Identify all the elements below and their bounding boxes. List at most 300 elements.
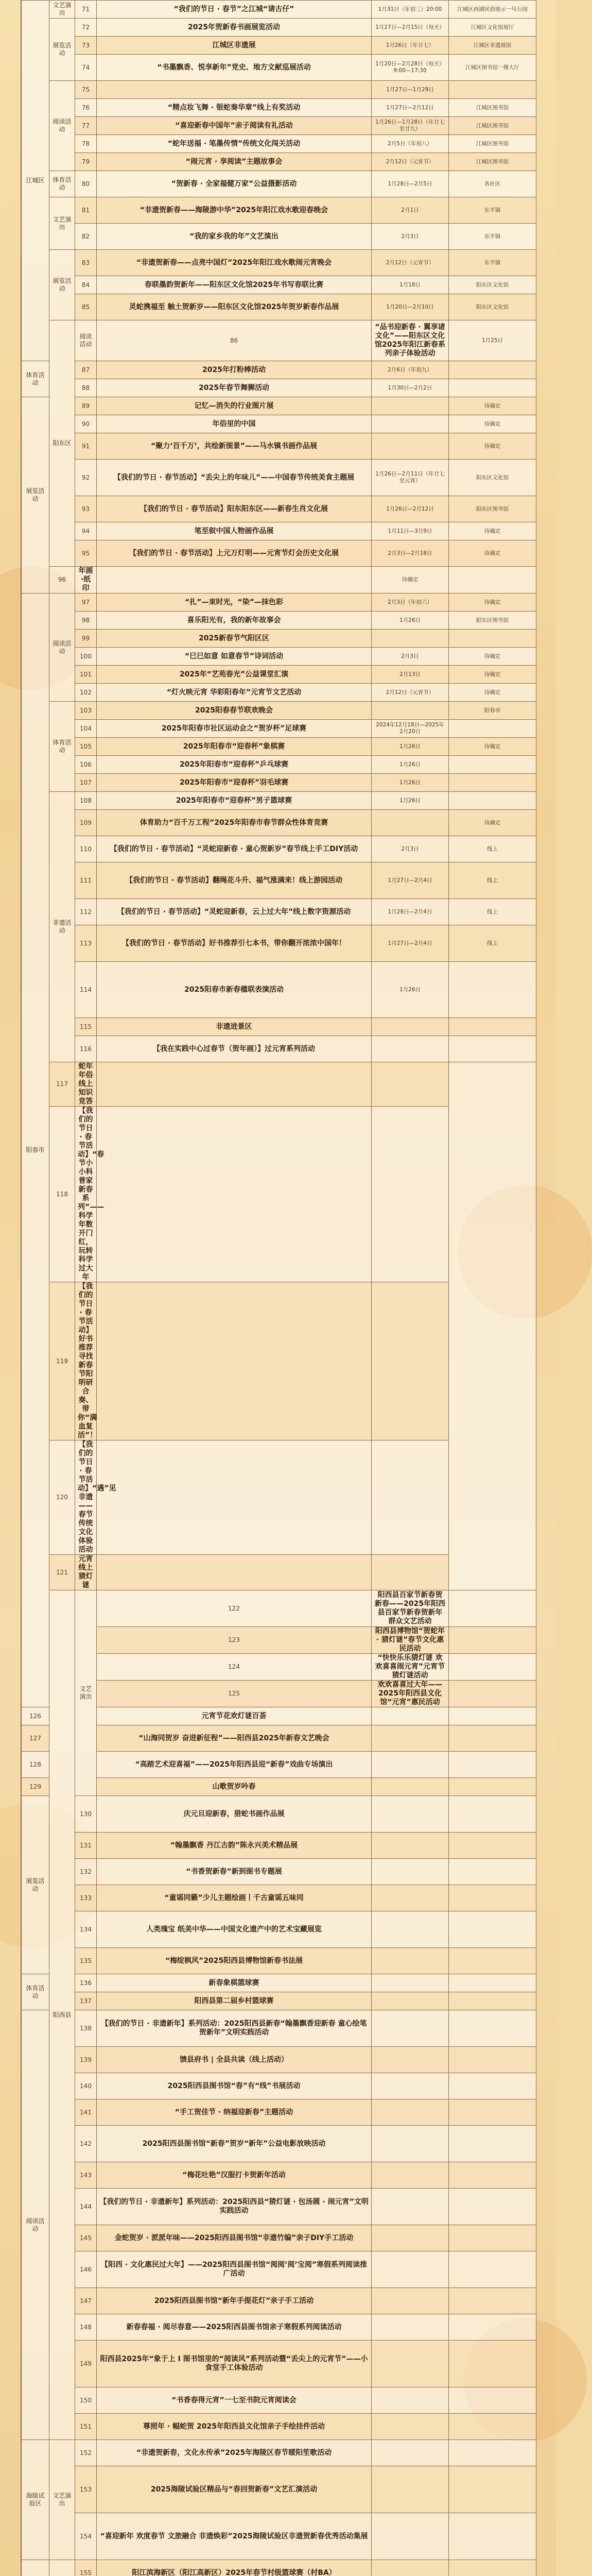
row-number: 98: [75, 612, 97, 630]
table-row: [22, 117, 536, 135]
activity-name: 【我在实践中心过春节（贺年画）】过元宵系列活动: [97, 1036, 372, 1062]
table-row: [22, 1796, 536, 1833]
activity-time: 2月1日: [372, 197, 449, 224]
activity-venue: [449, 1974, 536, 1992]
row-number: 143: [75, 2162, 97, 2189]
activity-time: [372, 2341, 449, 2387]
activity-venue: 东平镇: [449, 250, 536, 276]
activity-name: 【我们的节日 · 春节活动】“遇”见非遗——春节传统文化体验活动: [75, 1440, 97, 1555]
region-cell: 阳西县: [49, 1590, 75, 2440]
activity-name: 2025年阳春市社区运动会之“贺岁杯”足球赛: [97, 720, 372, 738]
activity-venue: 阳东区文化馆: [449, 460, 536, 496]
table-row: [22, 2288, 536, 2314]
activity-time: [372, 415, 449, 433]
activity-name: 2025阳西县图书馆“新春”贺岁“新年”公益电影放映活动: [97, 2126, 372, 2162]
activity-time: [97, 567, 372, 594]
activity-time: [372, 2225, 449, 2251]
activity-venue: 线上: [449, 899, 536, 925]
activity-time: [372, 1859, 449, 1885]
activity-venue: [449, 379, 536, 397]
row-number: 78: [75, 135, 97, 153]
activity-name: “蛇年送福 · 笔墨传情”传统文化闯关活动: [97, 135, 372, 153]
row-number: 102: [75, 684, 97, 702]
activity-name: 蛇年年俗线上知识竞答: [75, 1062, 97, 1107]
row-number: 86: [97, 320, 372, 361]
activity-venue: [449, 2341, 536, 2387]
row-number: 154: [75, 2513, 97, 2560]
activity-time: 1月27日—2月4日: [372, 862, 449, 899]
table-row: [22, 224, 536, 250]
row-number: 141: [75, 2099, 97, 2126]
category-cell: 展览活动: [22, 397, 49, 594]
activity-time: 1月27日—2月4日: [372, 925, 449, 962]
activity-time: [372, 1725, 449, 1752]
row-number: 121: [49, 1555, 75, 1590]
table-row: [22, 2073, 536, 2099]
activity-name: 阳江滨海新区（阳江高新区）2025年春节村级篮球赛（村BA）: [97, 2560, 372, 2576]
activity-name: “快快乐乐猜灯谜 欢欢喜喜闹元宵”元宵节猜灯谜活动: [372, 1654, 449, 1681]
row-number: 111: [75, 862, 97, 899]
activity-time: [97, 1555, 372, 1590]
activity-venue: 东平镇: [449, 197, 536, 224]
activity-name: 2025年春节舞狮活动: [97, 379, 372, 397]
activity-name: 【我们的节日 · 春节活动】“灵蛇迎新春 · 童心贺新岁”春节线上手工DIY活动: [97, 836, 372, 862]
activity-time: 1月26日: [372, 612, 449, 630]
activity-time: [372, 2314, 449, 2341]
table-row: [22, 1752, 536, 1778]
activity-venue: [449, 2162, 536, 2189]
activity-time: [372, 2010, 449, 2047]
row-number: 76: [75, 99, 97, 117]
table-row: [22, 756, 536, 774]
activity-name: “灯火映元宵 华彩阳春年”元宵节文艺活动: [97, 684, 372, 702]
table-row: [22, 1107, 536, 1282]
activity-venue: 待确定: [449, 684, 536, 702]
activity-name: 2025阳西县图书馆“新年手提花灯”亲子手工活动: [97, 2288, 372, 2314]
table-row: [22, 2251, 536, 2288]
activity-venue: [449, 2288, 536, 2314]
row-number: 79: [75, 153, 97, 171]
row-number: 73: [75, 37, 97, 55]
table-row: [22, 1974, 536, 1992]
activity-venue: [449, 2225, 536, 2251]
activity-time: [372, 1974, 449, 1992]
activity-name: 欢欢喜喜过大年——2025年阳西县文化馆“元宵”惠民活动: [372, 1681, 449, 1707]
activity-venue: 各社区: [449, 171, 536, 197]
activity-venue: 待确定: [449, 648, 536, 666]
category-cell: 体育活动: [22, 361, 49, 397]
row-number: 138: [75, 2010, 97, 2047]
row-number: 124: [97, 1654, 372, 1681]
row-number: 75: [75, 81, 97, 99]
activity-venue: [449, 2387, 536, 2414]
activity-name: 元宵节花欢灯谜百荟: [97, 1707, 372, 1725]
category-cell: 体育活动: [22, 1974, 49, 2010]
row-number: 74: [75, 55, 97, 81]
row-number: 106: [75, 756, 97, 774]
activity-time: [372, 1833, 449, 1859]
row-number: 90: [75, 415, 97, 433]
table-row: [22, 1036, 536, 1062]
table-row: [22, 1440, 536, 1555]
row-number: 150: [75, 2387, 97, 2414]
row-number: 131: [75, 1833, 97, 1859]
row-number: 134: [75, 1911, 97, 1948]
activity-name: “品书迎新春 · 翼享诸文化”——阳东区文化馆2025年阳江新春系列亲子体验活动: [372, 320, 449, 361]
row-number: 126: [22, 1707, 49, 1725]
activity-name: 【我们的节日 · 非遗新年】系列活动：2025阳西县“猜灯谜 · 包汤圆 · 闹元宵”文明实践活动: [97, 2189, 372, 2225]
category-cell: 文艺演出: [49, 197, 75, 250]
row-number: 130: [75, 1796, 97, 1833]
activity-time: [372, 1752, 449, 1778]
activity-time: 2月3日（年初六）: [372, 594, 449, 612]
row-number: 77: [75, 117, 97, 135]
category-cell: 体育活动: [49, 171, 75, 197]
activity-time: 1月26日—2月11日（年廿七至元宵）: [372, 460, 449, 496]
row-number: 95: [75, 540, 97, 567]
row-number: 117: [49, 1062, 75, 1107]
activity-venue: [449, 1752, 536, 1778]
activity-venue: [449, 1725, 536, 1752]
activity-name: 江城区非遗展: [97, 37, 372, 55]
row-number: 108: [75, 792, 97, 810]
row-number: 137: [75, 1992, 97, 2010]
row-number: 116: [75, 1036, 97, 1062]
activity-time: [372, 433, 449, 460]
activity-name: 2025阳春市新春楹联表演活动: [97, 962, 372, 1018]
activity-time: [372, 397, 449, 415]
table-row: [22, 153, 536, 171]
activity-time: 1月26日—2月12日: [372, 496, 449, 522]
row-number: 149: [75, 2341, 97, 2387]
table-row: [22, 666, 536, 684]
row-number: 92: [75, 460, 97, 496]
row-number: 100: [75, 648, 97, 666]
activity-time: [372, 2414, 449, 2440]
activity-time: [372, 1796, 449, 1833]
table-row: [22, 397, 536, 415]
activity-table: [21, 0, 536, 2576]
activity-venue: 待确定: [449, 540, 536, 567]
activity-venue: 待确定: [449, 738, 536, 756]
activity-venue: 阳春市: [449, 702, 536, 720]
activity-name: 新春春福 · 阅尽春意——2025阳西县图书馆亲子寒假系列阅读活动: [97, 2314, 372, 2341]
table-row: [22, 361, 536, 379]
row-number: 101: [75, 666, 97, 684]
activity-venue: [372, 1282, 449, 1440]
activity-time: [97, 1282, 372, 1440]
row-number: 85: [75, 294, 97, 320]
activity-name: “我的家乡我的年”文艺演出: [97, 224, 372, 250]
category-cell: 非遗活动: [49, 792, 75, 1062]
table-row: [22, 135, 536, 153]
row-number: 140: [75, 2073, 97, 2099]
activity-time: 1月25日: [449, 320, 536, 361]
row-number: 112: [75, 899, 97, 925]
activity-name: “贺新春 · 全家福健万家”公益摄影活动: [97, 171, 372, 197]
activity-time: 2月3日: [372, 648, 449, 666]
row-number: 97: [75, 594, 97, 612]
table-row: [22, 197, 536, 224]
activity-time: 2月3日—2月18日: [372, 540, 449, 567]
row-number: 144: [75, 2189, 97, 2225]
activity-name: “闹元宵 · 享阅读”主题故事会: [97, 153, 372, 171]
row-number: 115: [75, 1018, 97, 1036]
activity-name: 笔至叙中国人物画作品展: [97, 522, 372, 540]
activity-name: 庆元旦迎新春，猎蛇书画作品展: [97, 1796, 372, 1833]
activity-name: “手工贺佳节 · 纳福迎新春”主题活动: [97, 2099, 372, 2126]
activity-venue: 江城区非遗展馆: [449, 37, 536, 55]
activity-venue: [449, 1707, 536, 1725]
activity-venue: [449, 2440, 536, 2466]
table-row: [22, 594, 536, 612]
activity-venue: [449, 81, 536, 99]
activity-name: 2025年阳春市“迎春杯”男子篮球赛: [97, 792, 372, 810]
activity-venue: [449, 756, 536, 774]
activity-table-wrapper: [21, 0, 536, 2576]
table-row: [22, 2440, 536, 2466]
activity-name: “梅绽枫风”2025阳西县博物馆新春书法展: [97, 1948, 372, 1974]
region-cell: [22, 2560, 49, 2576]
category-cell: 文艺演出: [49, 1, 75, 19]
activity-venue: [372, 1555, 449, 1590]
row-number: 94: [75, 522, 97, 540]
activity-name: “非遗贺新春——海陵游中华”2025年阳江戏水歌迎春晚会: [97, 197, 372, 224]
row-number: 135: [75, 1948, 97, 1974]
table-row: [22, 720, 536, 738]
table-row: [22, 1555, 536, 1590]
activity-time: [372, 1992, 449, 2010]
activity-time: 2月12日（元宵节）: [372, 684, 449, 702]
activity-time: [372, 2073, 449, 2099]
activity-venue: 线上: [449, 862, 536, 899]
activity-name: 2025年“艺苑春光”公益课堂汇演: [97, 666, 372, 684]
activity-time: 1月27日—2月12日: [372, 99, 449, 117]
activity-name: 【我们的节日 · 春节活动】“春节小小科普家新春系列”——科学年数开门红，玩转科学过大年: [75, 1107, 97, 1282]
activity-venue: [449, 962, 536, 1018]
activity-name: “喜迎新年 欢度春节 文旅融合 非遗焕彩”2025海陵试验区非遗贺新春优秀活动集展: [97, 2513, 372, 2560]
activity-time: [372, 1036, 449, 1062]
activity-time: [372, 1911, 449, 1948]
activity-name: “非遗贺新春，文化永传承”2025年海陵区春节暖阳笙歌活动: [97, 2440, 372, 2466]
row-number: 148: [75, 2314, 97, 2341]
table-row: [22, 862, 536, 899]
table-row: [22, 55, 536, 81]
activity-venue: 阳东区图书馆: [449, 496, 536, 522]
row-number: 71: [75, 1, 97, 19]
table-row: [22, 2560, 536, 2576]
activity-time: 1月18日: [372, 276, 449, 294]
row-number: 129: [22, 1778, 49, 1796]
activity-venue: 线上: [449, 925, 536, 962]
activity-venue: [372, 1440, 449, 1555]
row-number: 155: [75, 2560, 97, 2576]
activity-time: 2月12日（元宵节）: [372, 153, 449, 171]
activity-name: 2025阳西县图书馆“春”有“线”书展活动: [97, 2073, 372, 2099]
table-row: [22, 2099, 536, 2126]
activity-venue: 东平镇: [449, 224, 536, 250]
row-number: 127: [22, 1725, 49, 1752]
row-number: 114: [75, 962, 97, 1018]
activity-time: [372, 1948, 449, 1974]
row-number: 118: [49, 1107, 75, 1282]
activity-time: 1月11日—3月9日: [372, 522, 449, 540]
row-number: 84: [75, 276, 97, 294]
table-row: [22, 1654, 536, 1681]
activity-time: [372, 2251, 449, 2288]
table-row: [22, 1992, 536, 2010]
table-row: [22, 1725, 536, 1752]
activity-name: 2025新春节气阳区区: [97, 630, 372, 648]
region-cell: 海陵试验区: [22, 2440, 49, 2560]
activity-name: “童谣同籁”少儿主题绘画丨千古童谣五味同: [97, 1885, 372, 1911]
activity-name: 2025阳春春节联欢晚会: [97, 702, 372, 720]
activity-venue: 线上: [449, 836, 536, 862]
activity-name: 年画·纸印: [75, 567, 97, 594]
activity-time: [449, 1681, 536, 1707]
row-number: 88: [75, 379, 97, 397]
category-cell: 展览活动: [49, 250, 75, 320]
activity-venue: 阳东区文化馆: [449, 276, 536, 294]
activity-venue: [449, 2560, 536, 2576]
activity-time: 2月3日: [372, 224, 449, 250]
row-number: 153: [75, 2466, 97, 2513]
row-number: 147: [75, 2288, 97, 2314]
activity-time: [372, 1885, 449, 1911]
row-number: 152: [75, 2440, 97, 2466]
table-row: [22, 1590, 536, 1627]
table-row: [22, 1681, 536, 1707]
table-row: [22, 2225, 536, 2251]
category-cell: 阅读活动: [75, 320, 97, 361]
activity-name: “翰墨飘香 丹江古韵”陈永兴美术精品展: [97, 1833, 372, 1859]
activity-name: “山海同贺岁 奋进新征程”——阳西县2025年新春文艺晚会: [97, 1725, 372, 1752]
category-cell: 阅读活动: [22, 2010, 49, 2440]
activity-name: 2025年阳春市“迎春杯”象棋赛: [97, 738, 372, 756]
category-cell: 文艺演出: [49, 2440, 75, 2560]
table-row: [22, 1018, 536, 1036]
table-row: [22, 2010, 536, 2047]
activity-name: “书香春得元宵”一七至书院元宵阅读会: [97, 2387, 372, 2414]
activity-venue: [449, 774, 536, 792]
table-row: [22, 294, 536, 320]
activity-time: 1月27日—1月29日: [372, 81, 449, 99]
table-row: [22, 630, 536, 648]
table-row: [22, 1859, 536, 1885]
row-number: 96: [49, 567, 75, 594]
activity-name: “巳巳如意 如意春节”诗词活动: [97, 648, 372, 666]
table-row: [22, 320, 536, 361]
activity-name: 记忆—消失的行业图片展: [97, 397, 372, 415]
table-row: [22, 702, 536, 720]
activity-name: 灵蛇携福至 触土贺新岁——阳东区文化馆2025年贺岁新春作品展: [97, 294, 372, 320]
table-row: [22, 276, 536, 294]
activity-name: 【我们的节日 · 春节活动】上元万灯明——元宵节灯会历史文化展: [97, 540, 372, 567]
activity-name: 阳西县博物馆“贺蛇年 · 猜灯谜”春节文化惠民活动: [372, 1627, 449, 1654]
activity-name: “我们的节日 · 春节”之江城“请古仔”: [97, 1, 372, 19]
table-row: [22, 612, 536, 630]
table-row: [22, 567, 536, 594]
activity-name: “书香贺新春”新到图书专题展: [97, 1859, 372, 1885]
table-row: [22, 1885, 536, 1911]
activity-venue: 阳东区图书馆: [449, 612, 536, 630]
activity-name: 喜乐阳光有，我的新年故事会: [97, 612, 372, 630]
activity-name: 阳西县2025年“象于上 I 图书馆里的“阅读风”系列活动暨“丢尖上的元宵节”——小食堂手工体验活动: [97, 2341, 372, 2387]
row-number: 132: [75, 1859, 97, 1885]
row-number: 82: [75, 224, 97, 250]
activity-venue: 江城区图书馆: [449, 135, 536, 153]
table-row: [22, 460, 536, 496]
row-number: 104: [75, 720, 97, 738]
activity-name: “喜迎新春中国年”亲子阅读有礼活动: [97, 117, 372, 135]
activity-name: “高踏艺术迎喜福”——2025年阳西县迎“新春”戏曲专场演出: [97, 1752, 372, 1778]
activity-time: [97, 1062, 372, 1107]
activity-venue: [449, 1859, 536, 1885]
activity-venue: [449, 2099, 536, 2126]
activity-time: [372, 2288, 449, 2314]
table-row: [22, 1627, 536, 1654]
table-row: [22, 1911, 536, 1948]
row-number: 139: [75, 2047, 97, 2073]
activity-venue: [449, 720, 536, 738]
activity-time: 1月20日—2月28日（每天）9:00—17:30: [372, 55, 449, 81]
region-cell: 阳东区: [49, 320, 75, 567]
table-row: [22, 37, 536, 55]
activity-time: 1月26日: [372, 962, 449, 1018]
activity-time: 2月12日（元宵节）: [372, 250, 449, 276]
activity-venue: 江城区文化馆展厅: [449, 19, 536, 37]
table-row: [22, 684, 536, 702]
activity-venue: [449, 2126, 536, 2162]
activity-name: 体育助力“百千万工程”2025年阳春市春节群众性体育竞赛: [97, 810, 372, 836]
activity-name: 尊照年 · 幅蛇贺 2025年阳西县文化馆亲子手绘挂件活动: [97, 2414, 372, 2440]
row-number: 133: [75, 1885, 97, 1911]
activity-venue: 江城区西湖民俗展示一号公园: [449, 1, 536, 19]
category-cell: 阅读活动: [49, 81, 75, 171]
activity-venue: [449, 1911, 536, 1948]
activity-name: 金蛇贺岁 · 派派年味——2025阳西县图书馆“非遗竹编”亲子DIY手工活动: [97, 2225, 372, 2251]
activity-name: [97, 81, 372, 99]
category-cell: 展览活动: [22, 1796, 49, 1974]
activity-venue: 待确定: [372, 567, 449, 594]
activity-name: 阳西县第二届乡村篮球赛: [97, 1992, 372, 2010]
table-row: [22, 522, 536, 540]
table-row: [22, 250, 536, 276]
activity-venue: [449, 1796, 536, 1833]
activity-venue: 待确定: [449, 810, 536, 836]
activity-time: [97, 1440, 372, 1555]
activity-name: 【我们的节日 · 春节活动】“丢尖上的年味儿”——中国春节传统美食主题展: [97, 460, 372, 496]
table-row: [22, 925, 536, 962]
table-row: [22, 1778, 536, 1796]
activity-venue: [449, 2414, 536, 2440]
activity-venue: 待确定: [449, 397, 536, 415]
activity-name: 【我们的节日 · 春节活动】好书推荐寻找新春节阳明研合奏、带你“满血复活”！: [75, 1282, 97, 1440]
activity-name: “梅花吐艳”汉服打卡贺新年活动: [97, 2162, 372, 2189]
row-number: 146: [75, 2251, 97, 2288]
activity-time: [372, 2560, 449, 2576]
activity-venue: 待确定: [449, 666, 536, 684]
table-row: [22, 2126, 536, 2162]
region-cell: 阳春市: [22, 594, 49, 1707]
row-number: 142: [75, 2126, 97, 2162]
activity-venue: [449, 1018, 536, 1036]
activity-venue: [449, 1948, 536, 1974]
row-number: 120: [49, 1440, 75, 1555]
activity-name: 2025年阳春市“迎春杯”羽毛球赛: [97, 774, 372, 792]
activity-venue: [449, 2251, 536, 2288]
activity-time: [449, 1590, 536, 1627]
